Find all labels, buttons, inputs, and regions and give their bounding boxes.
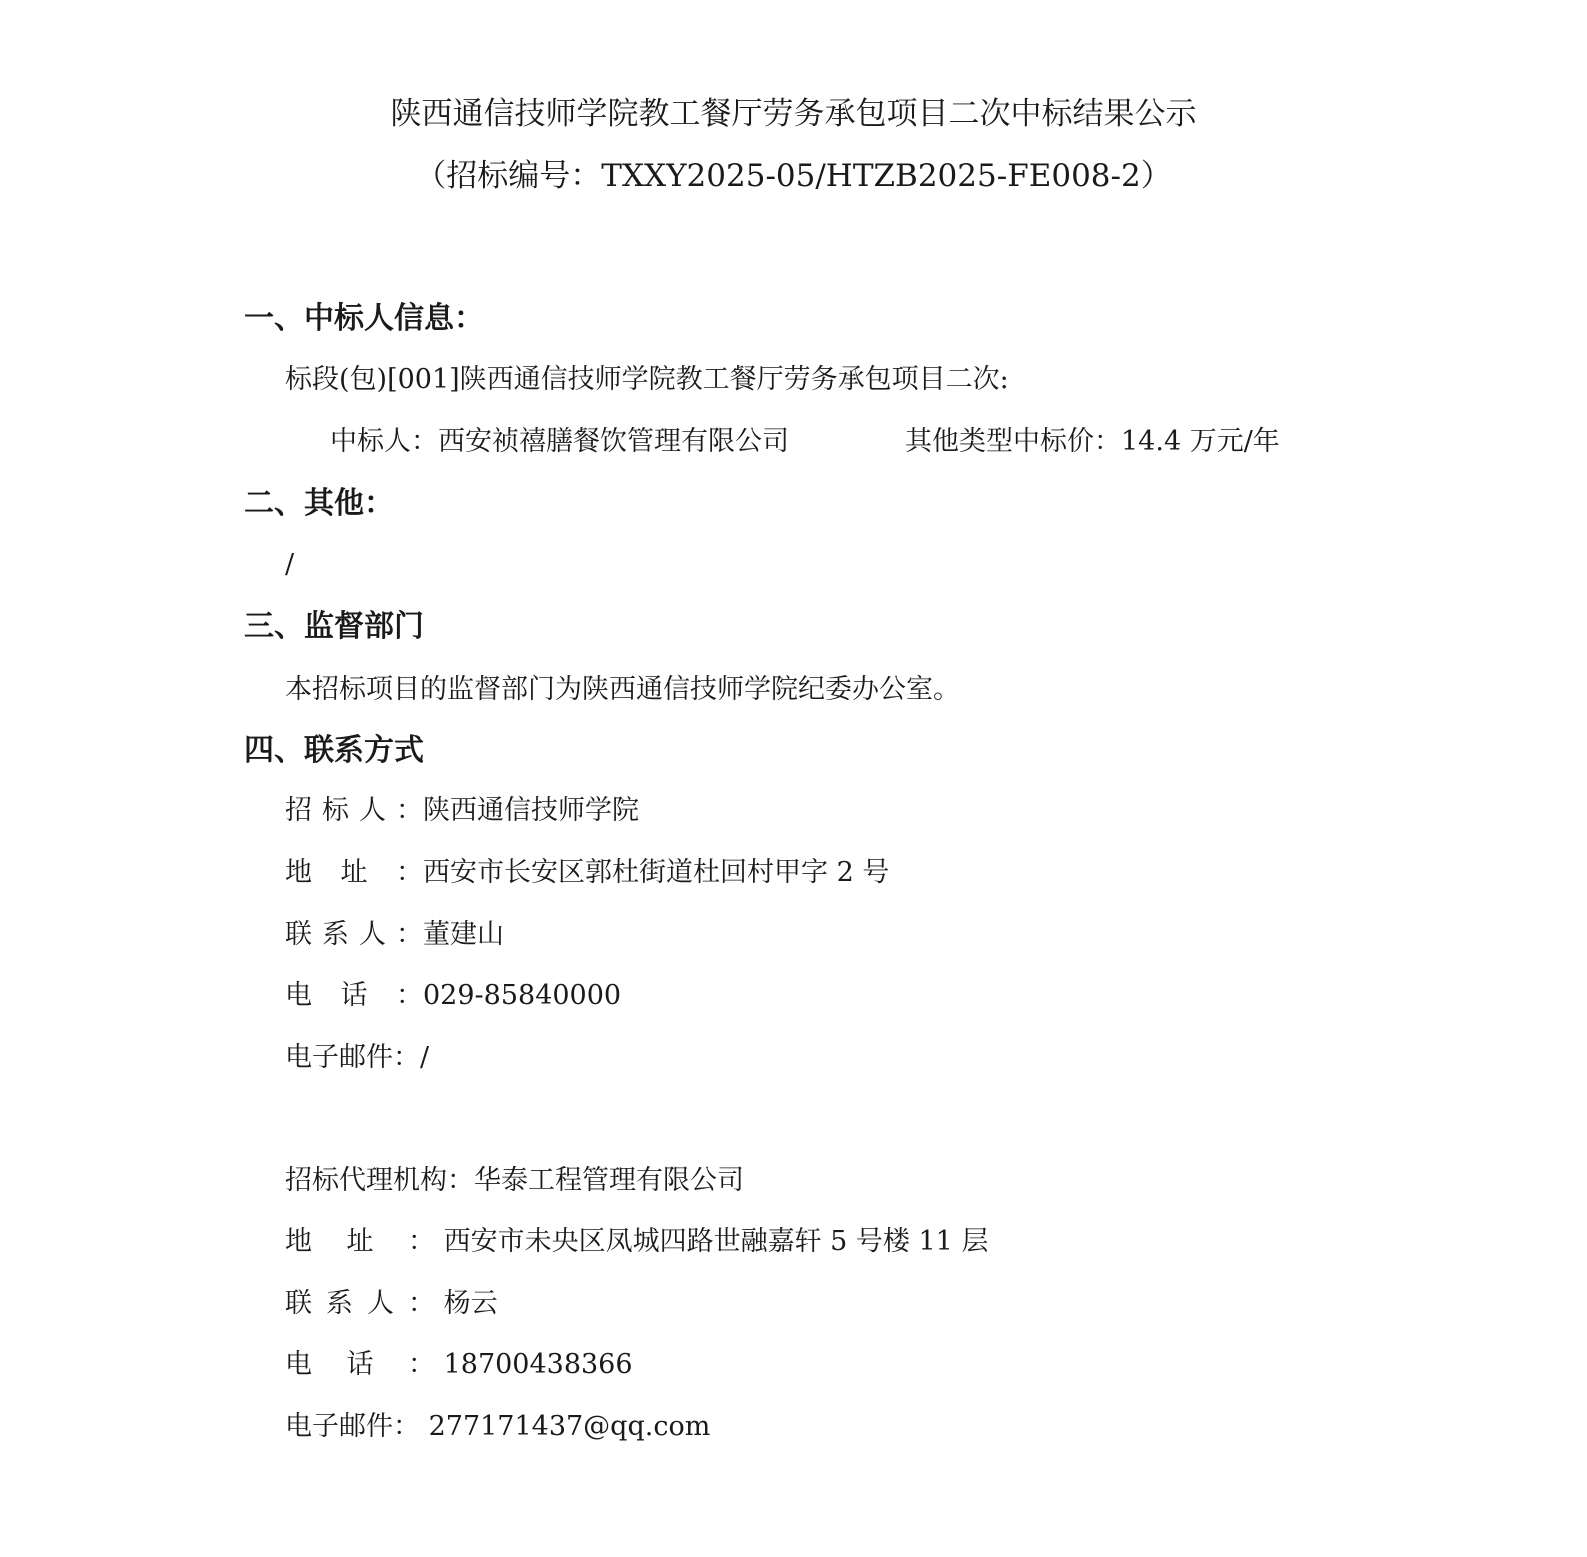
bid-price-value: 14.4 万元/年 (1121, 426, 1280, 457)
winner-row (330, 424, 789, 460)
agency-contact-label: 联系人： (285, 1288, 435, 1319)
tenderer-name-label: 招标人： (285, 795, 423, 826)
tenderer-name-value: 陕西通信技师学院 (423, 795, 639, 826)
lot-description: 标段(包)[001]陕西通信技师学院教工餐厅劳务承包项目二次: (285, 364, 1009, 395)
agency-phone-label: 电话： (285, 1349, 435, 1380)
tenderer-phone-label: 电话： (285, 980, 423, 1011)
agency-address-row (285, 1224, 988, 1260)
tenderer-phone-value: 029-85840000 (423, 980, 622, 1011)
bid-price-row (905, 424, 1280, 460)
tenderer-contact-row (285, 917, 504, 953)
agency-name-value: 华泰工程管理有限公司 (474, 1165, 744, 1196)
tenderer-contact-label: 联系人： (285, 919, 423, 950)
tender-number: （招标编号：TXXY2025-05/HTZB2025-FE008-2） (415, 158, 1172, 194)
tenderer-address-value: 西安市长安区郭杜街道杜回村甲字 2 号 (423, 857, 890, 888)
agency-address-label: 地址： (285, 1226, 435, 1257)
section-heading-contact: 四、联系方式 (244, 733, 424, 768)
tenderer-email-label: 电子邮件： (285, 1042, 420, 1073)
tenderer-contact-value: 董建山 (423, 919, 504, 950)
agency-name-label: 招标代理机构： (285, 1165, 474, 1196)
agency-name-row (285, 1163, 744, 1199)
tenderer-address-row (285, 855, 889, 891)
agency-contact-value: 杨云 (435, 1288, 498, 1319)
section-heading-other: 二、其他： (244, 486, 394, 521)
tenderer-name-row (285, 793, 639, 829)
agency-phone-row (285, 1347, 633, 1383)
bid-price-label: 其他类型中标价： (905, 426, 1121, 457)
agency-email-value[interactable]: 277171437@qq.com (420, 1411, 711, 1442)
agency-phone-value: 18700438366 (435, 1349, 633, 1380)
winner-label: 中标人： (330, 426, 438, 457)
agency-contact-row (285, 1286, 498, 1322)
section-heading-winner: 一、中标人信息： (244, 301, 484, 336)
agency-email-row (285, 1409, 710, 1445)
other-content: / (285, 549, 295, 580)
agency-email-label: 电子邮件： (285, 1411, 420, 1442)
document-title: 陕西通信技师学院教工餐厅劳务承包项目二次中标结果公示 (390, 96, 1197, 132)
tenderer-address-label: 地址： (285, 857, 423, 888)
section-heading-supervision: 三、监督部门 (244, 609, 424, 644)
tenderer-phone-row (285, 978, 621, 1014)
winner-value: 西安祯禧膳餐饮管理有限公司 (438, 426, 789, 457)
supervision-content: 本招标项目的监督部门为陕西通信技师学院纪委办公室。 (285, 674, 960, 705)
agency-address-value: 西安市未央区凤城四路世融嘉轩 5 号楼 11 层 (435, 1226, 989, 1257)
tenderer-email-row (285, 1040, 429, 1076)
tenderer-email-value: / (420, 1042, 430, 1073)
